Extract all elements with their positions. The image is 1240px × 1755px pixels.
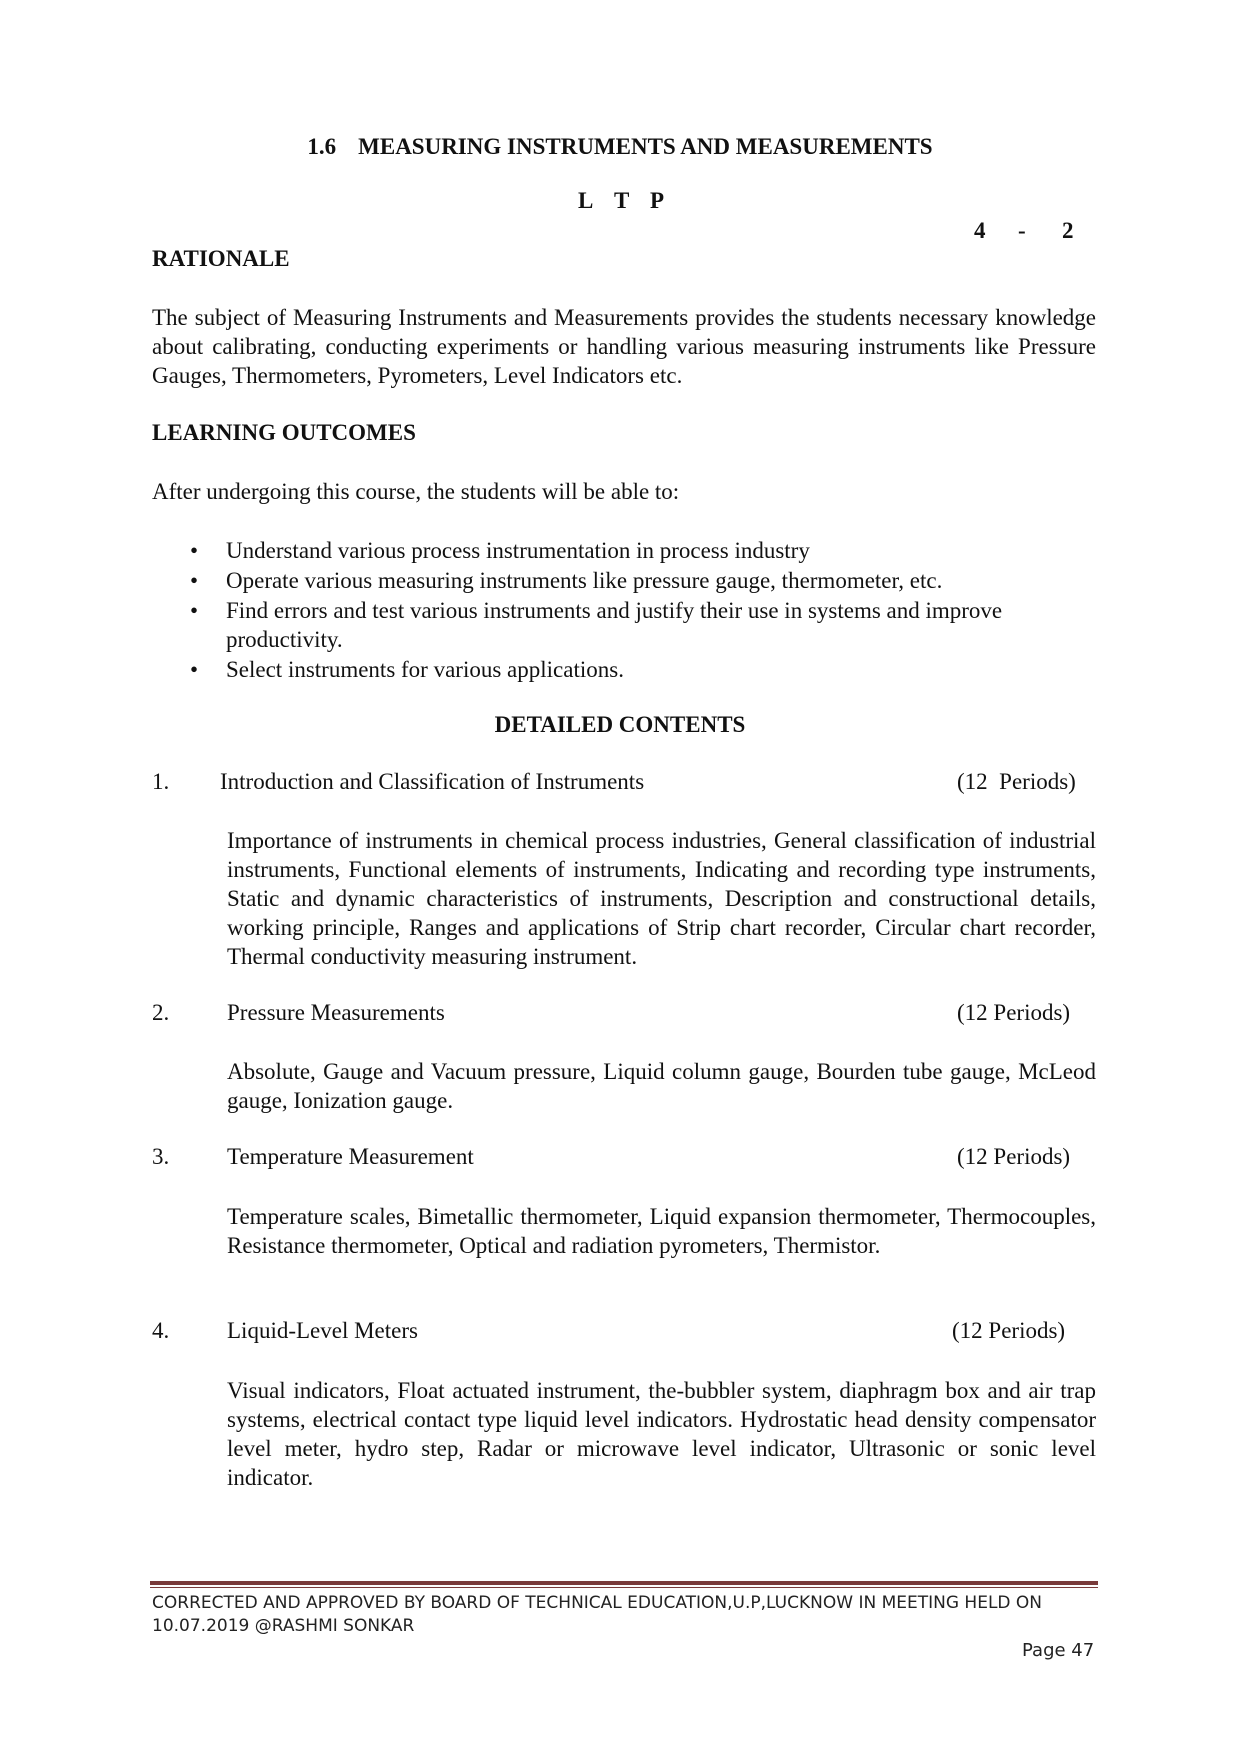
ltp-header-l: L bbox=[578, 188, 594, 213]
ltp-value-p: 2 bbox=[1062, 218, 1074, 243]
list-item: • Understand various process instrumentation in process industry bbox=[190, 538, 810, 563]
outcomes-heading: LEARNING OUTCOMES bbox=[152, 420, 416, 445]
unit-description: Visual indicators, Float actuated instrument, the-bubbler system, diaphragm box and air trap systems, electrical contact type liquid level indicators. Hydrostatic head density compensator level meter, hydro step, Radar or microwave level indicator, Ultrasonic or sonic level indicator. bbox=[227, 1378, 1096, 1490]
footer-note: CORRECTED AND APPROVED BY BOARD OF TECHNICAL EDUCATION,U.P,LUCKNOW IN MEETING HELD ON 10.07.2019 @RASHMI SONKAR bbox=[152, 1593, 1043, 1636]
footer-rule-thick bbox=[150, 1581, 1098, 1585]
unit-title: Introduction and Classification of Instruments bbox=[220, 769, 645, 794]
outcomes-intro: After undergoing this course, the students will be able to: bbox=[152, 479, 680, 504]
unit-title: Pressure Measurements bbox=[227, 1000, 445, 1025]
unit-number: 4. bbox=[152, 1318, 170, 1343]
ltp-header-t: T bbox=[614, 188, 630, 213]
unit-periods: (12 Periods) bbox=[957, 1144, 1071, 1169]
bullet-icon: • bbox=[190, 568, 199, 593]
unit-title: Temperature Measurement bbox=[227, 1144, 474, 1169]
bullet-icon: • bbox=[190, 538, 199, 563]
course-title-text: MEASURING INSTRUMENTS AND MEASUREMENTS bbox=[358, 134, 933, 159]
contents-heading: DETAILED CONTENTS bbox=[494, 712, 746, 737]
unit-periods: (12 Periods) bbox=[957, 1000, 1071, 1025]
unit-title: Liquid-Level Meters bbox=[227, 1318, 418, 1343]
course-title bbox=[0, 134, 1240, 160]
ltp-value-t: - bbox=[1018, 218, 1026, 243]
ltp-value-l: 4 bbox=[974, 218, 986, 243]
course-number: 1.6 bbox=[307, 134, 337, 159]
bullet-icon: • bbox=[190, 598, 199, 623]
page-number: Page 47 bbox=[1022, 1640, 1095, 1661]
unit-number: 3. bbox=[152, 1144, 170, 1169]
bullet-icon: • bbox=[190, 657, 199, 682]
footer-rule-thin bbox=[150, 1587, 1098, 1588]
unit-periods: (12 Periods) bbox=[957, 769, 1076, 794]
list-item: • Select instruments for various applications. bbox=[190, 657, 624, 682]
unit-number: 2. bbox=[152, 1000, 170, 1025]
unit-description: Importance of instruments in chemical process industries, General classification of industrial instruments, Functional elements of instruments, Indicating and recording type instruments, Static and dynamic characteristics of instruments, Description and constructional details, working principle, Ranges and applications of Strip chart recorder, Circular chart recorder, Thermal conductivity measuring instrument. bbox=[227, 828, 1096, 969]
rationale-text: The subject of Measuring Instruments and Measurements provides the students necessary knowledge about calibrating, conducting experiments or handling various measuring instruments like Pressure Gauges, Thermometers, Pyrometers, Level Indicators etc. bbox=[152, 305, 1096, 388]
unit-number: 1. bbox=[152, 769, 170, 794]
ltp-headers bbox=[578, 188, 686, 214]
unit-description: Temperature scales, Bimetallic thermometer, Liquid expansion thermometer, Thermocouples, Resistance thermometer, Optical and radiation pyrometers, Thermistor. bbox=[227, 1204, 1096, 1258]
unit-periods: (12 Periods) bbox=[952, 1318, 1066, 1343]
list-item: • Operate various measuring instruments like pressure gauge, thermometer, etc. bbox=[190, 568, 943, 593]
unit-description: Absolute, Gauge and Vacuum pressure, Liquid column gauge, Bourden tube gauge, McLeod gauge, Ionization gauge. bbox=[227, 1059, 1096, 1113]
list-item: • Find errors and test various instruments and justify their use in systems and improve productivity. bbox=[190, 598, 1003, 652]
ltp-values bbox=[974, 218, 1106, 244]
ltp-header-p: P bbox=[650, 188, 665, 213]
outcomes-list bbox=[186, 536, 1096, 685]
rationale-heading: RATIONALE bbox=[152, 246, 290, 271]
